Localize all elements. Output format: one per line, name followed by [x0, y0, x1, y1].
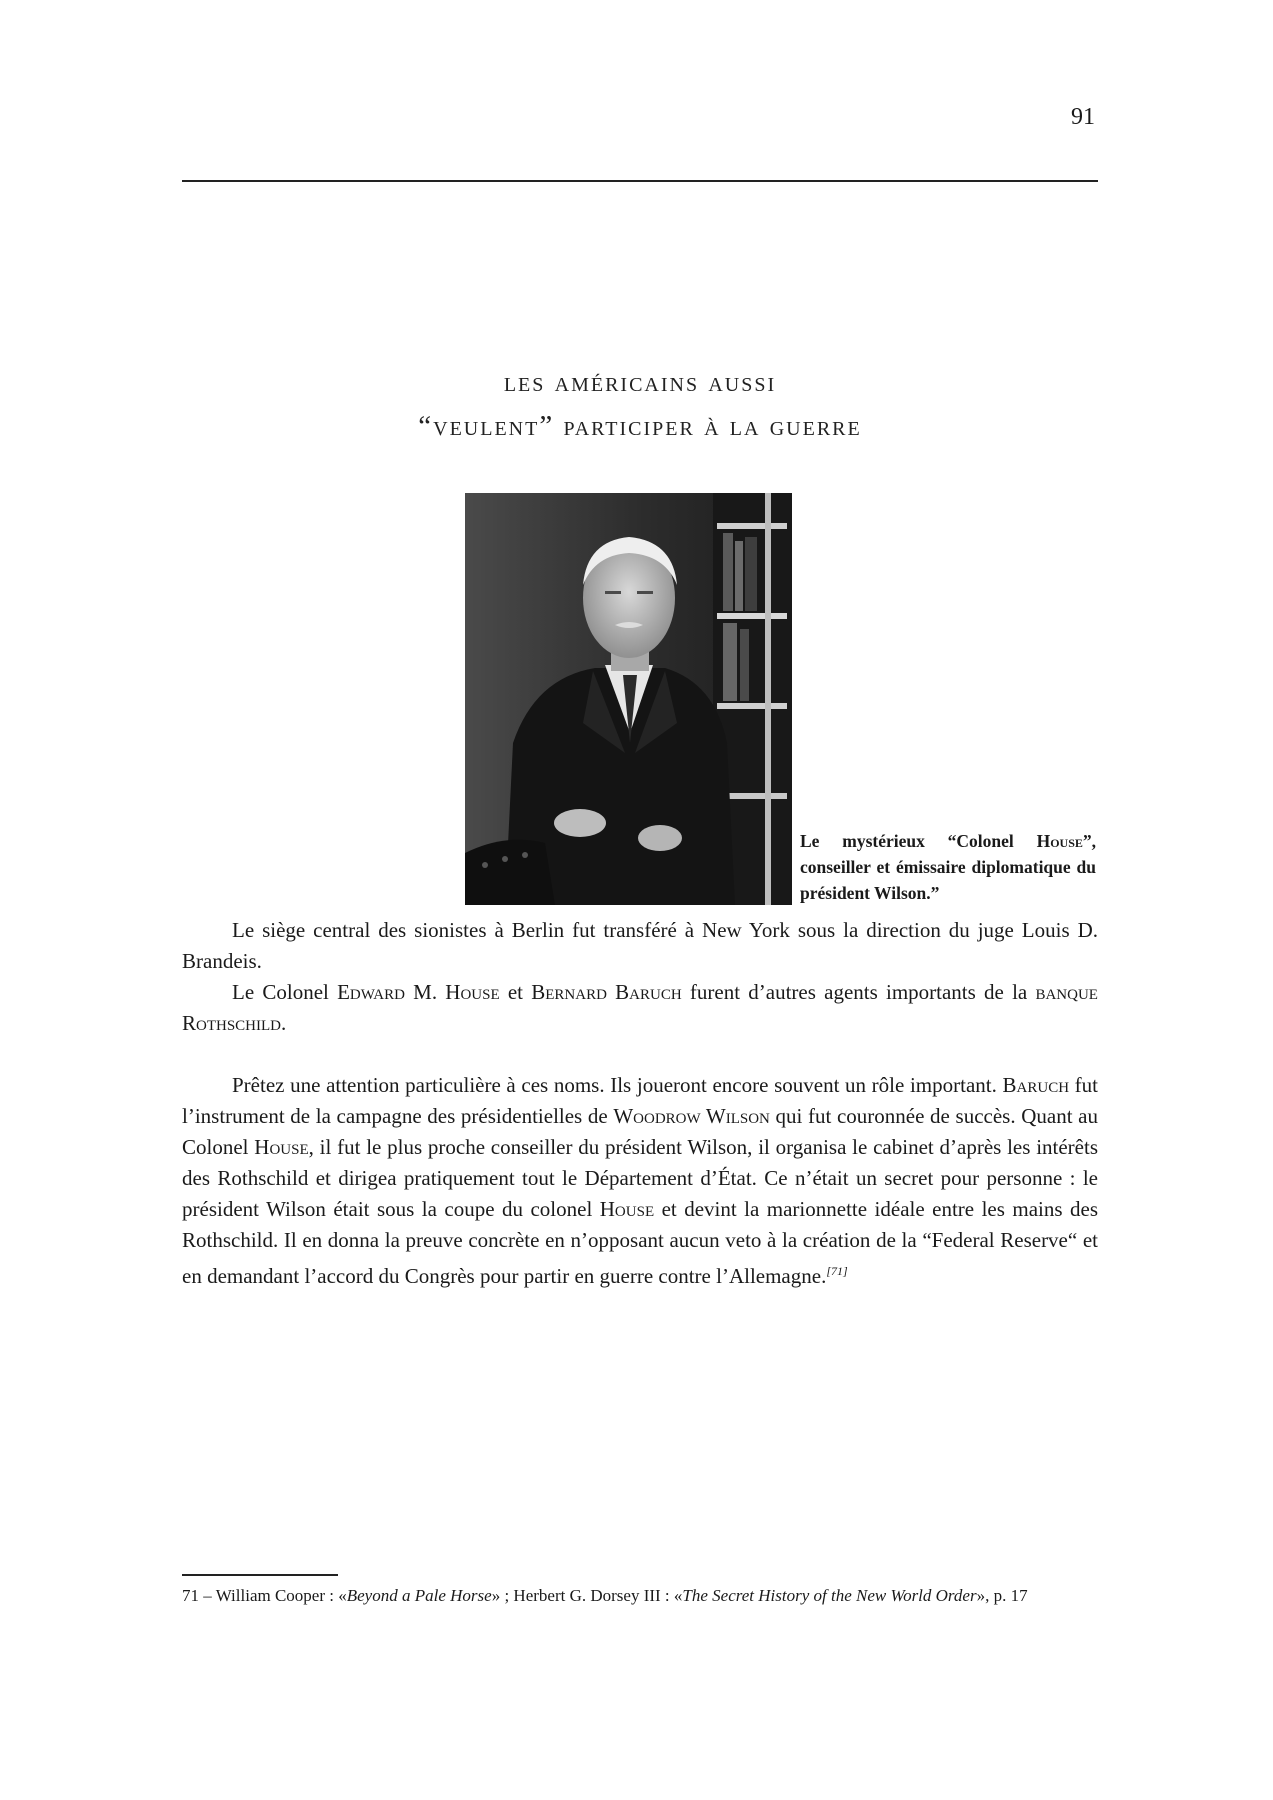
p3-text: qui fut couronnée de succès. Quant au Colonel: [182, 1104, 1098, 1159]
paragraph-3: [182, 1070, 1098, 1292]
paragraph-1: Le siège central des sionistes à Berlin fut transféré à New York sous la direction du juge Louis D. Brandeis.: [182, 918, 1098, 973]
name-bernard-baruch: Bernard Baruch: [531, 980, 682, 1004]
caption-text-end: ”, conseiller et émissaire diplomatique du président Wilson.”: [800, 831, 1096, 903]
footnote-reference[interactable]: [71]: [826, 1264, 848, 1278]
footnote-number: 71: [182, 1586, 199, 1605]
caption-text-start: Le mystérieux “Colonel: [800, 831, 1037, 851]
p3-text: et devint la marionnette idéale entre les mains des Rothschild. Il en donna la preuve concrète en n’opposant aucun veto à la création de la “Federal Reserve“ et en demandant l’accord du Congrès pour partir en guerre contre l’Allemagne.: [182, 1197, 1098, 1288]
p2-text: .: [281, 1011, 287, 1035]
name-house: House: [445, 980, 500, 1004]
footnote-rule: [182, 1574, 338, 1576]
caption-name-house: House: [1036, 831, 1083, 851]
p3-text: , il fut le plus proche conseiller du président Wilson, il organisa le cabinet d’après les intérêts des Rothschild et dirigea pratiquement tout le Département d’État. Ce n’était un secret pour personne : le président Wilson était sous la coupe du colonel: [182, 1135, 1099, 1221]
header-rule: [182, 180, 1098, 182]
paragraph-2: [182, 977, 1098, 1039]
p2-text: et: [499, 980, 532, 1004]
p3-text: fut l’instrument de la campagne des présidentielles de: [182, 1073, 1098, 1128]
name-baruch: Baruch: [1002, 1073, 1070, 1097]
name-house: House: [254, 1135, 309, 1159]
chapter-title: [182, 360, 1098, 448]
portrait-illustration: [465, 493, 792, 905]
chapter-title-line-1: les américains aussi: [503, 366, 777, 398]
chapter-title-line-2: “veulent” participer à la guerre: [418, 410, 862, 442]
name-banque-rothschild: banque Rothschild: [182, 980, 1098, 1035]
name-edward: Edward: [337, 980, 405, 1004]
footnote: [182, 1582, 1098, 1609]
footnote-text: » ; Herbert G. Dorsey III : «: [491, 1586, 683, 1605]
footnote-title-2: The Secret History of the New World Order: [682, 1586, 977, 1605]
footnote-title-1: Beyond a Pale Horse: [346, 1586, 492, 1605]
footnote-text: », p. 17: [976, 1586, 1028, 1605]
portrait-photo: [465, 493, 792, 905]
photo-caption: [800, 828, 1096, 906]
name-woodrow-wilson: Woodrow Wilson: [613, 1104, 770, 1128]
page-number: 91: [1071, 104, 1095, 130]
footnote-text: – William Cooper : «: [199, 1586, 347, 1605]
p2-text: Le Colonel: [232, 980, 338, 1004]
body-text: [182, 915, 1098, 1292]
name-house: House: [599, 1197, 655, 1221]
p2-text: furent d’autres agents importants de la: [681, 980, 1036, 1004]
p2-text: M.: [404, 980, 446, 1004]
p3-text: Prêtez une attention particulière à ces noms. Ils joueront encore souvent un rôle important.: [232, 1073, 1003, 1097]
